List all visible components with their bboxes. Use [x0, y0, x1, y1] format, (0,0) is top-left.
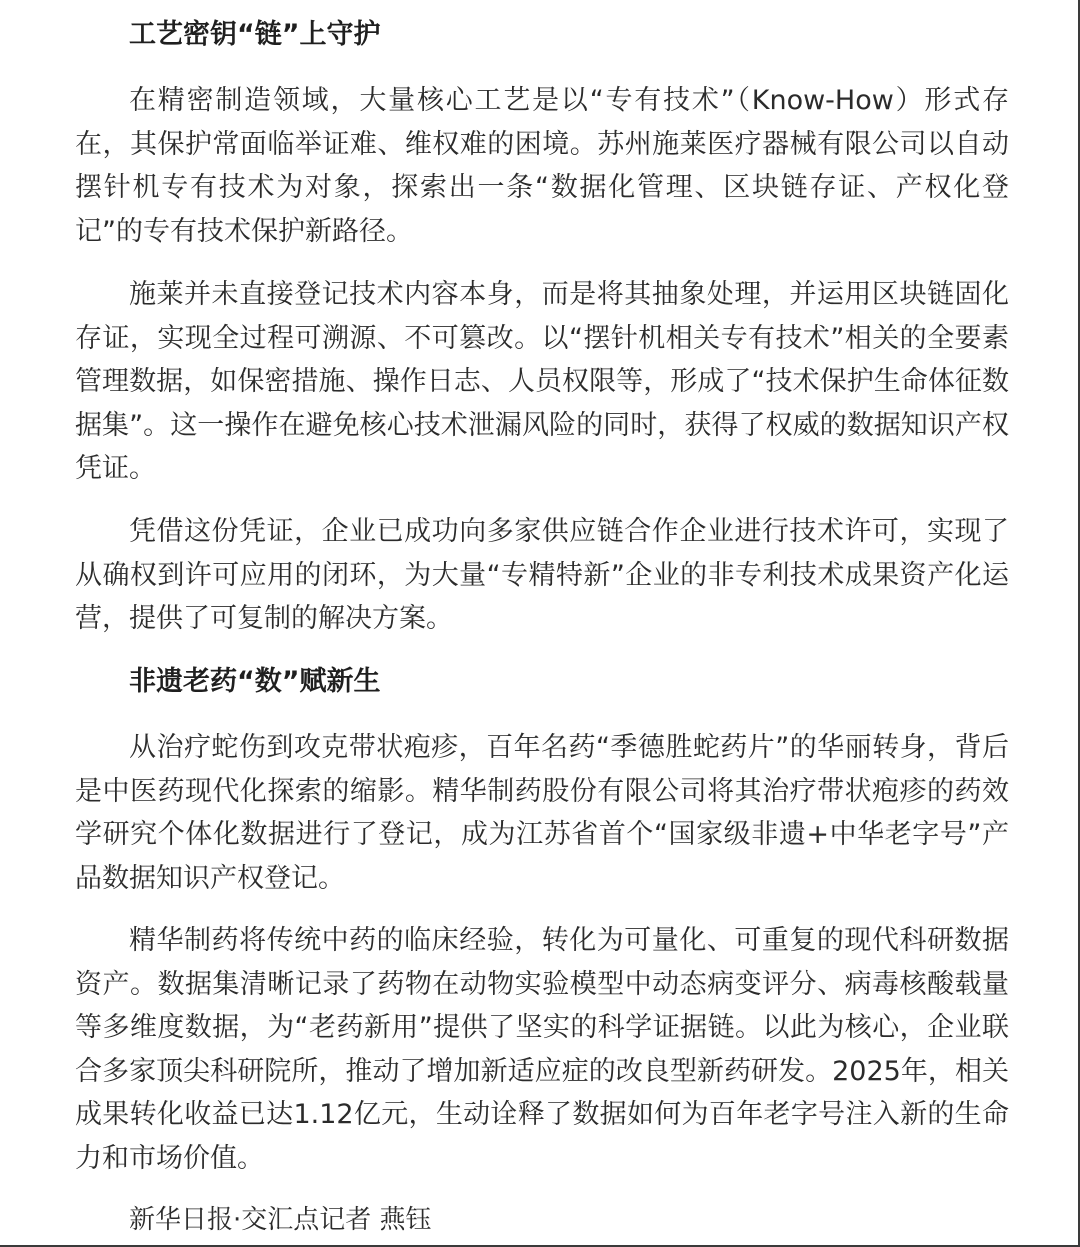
byline: 新华日报·交汇点记者 燕钰 — [129, 1205, 432, 1235]
paragraph: 精华制药将传统中药的临床经验，转化为可量化、可重复的现代科研数据资产。数据集清晰记录了药物在动物实验模型中动态病变评分、病毒核酸载量等多维度数据，为“老药新用”提供了坚实的科学证据链。以此为核心，企业联合多家顶尖科研院所，推动了增加新适应症的改良型新药研发。2025年，相关成果转化收益已达1.12亿元，生动诠释了数据如何为百年老字号注入新的生命力和市场价值。 — [75, 925, 1009, 1174]
paragraph: 凭借这份凭证，企业已成功向多家供应链合作企业进行技术许可，实现了从确权到许可应用的闭环，为大量“专精特新”企业的非专利技术成果资产化运营，提供了可复制的解决方案。 — [75, 516, 1009, 634]
section-heading-heritage-medicine: 非遗老药“数”赋新生 — [129, 666, 381, 697]
section-heading-process-key: 工艺密钥“链”上守护 — [129, 19, 381, 50]
paragraph: 从治疗蛇伤到攻克带状疱疹，百年名药“季德胜蛇药片”的华丽转身，背后是中医药现代化探索的缩影。精华制药股份有限公司将其治疗带状疱疹的药效学研究个体化数据进行了登记，成为江苏省首个“国家级非遗+中华老字号”产品数据知识产权登记。 — [75, 732, 1009, 894]
paragraph: 在精密制造领域，大量核心工艺是以“专有技术”（Know-How）形式存在，其保护常面临举证难、维权难的困境。苏州施莱医疗器械有限公司以自动摆针机专有技术为对象，探索出一条“数据化管理、区块链存证、产权化登记”的专有技术保护新路径。 — [75, 85, 1009, 247]
paragraph: 施莱并未直接登记技术内容本身，而是将其抽象处理，并运用区块链固化存证，实现全过程可溯源、不可篡改。以“摆针机相关专有技术”相关的全要素管理数据，如保密措施、操作日志、人员权限等，形成了“技术保护生命体征数据集”。这一操作在避免核心技术泄漏风险的同时，获得了权威的数据知识产权凭证。 — [75, 279, 1009, 484]
